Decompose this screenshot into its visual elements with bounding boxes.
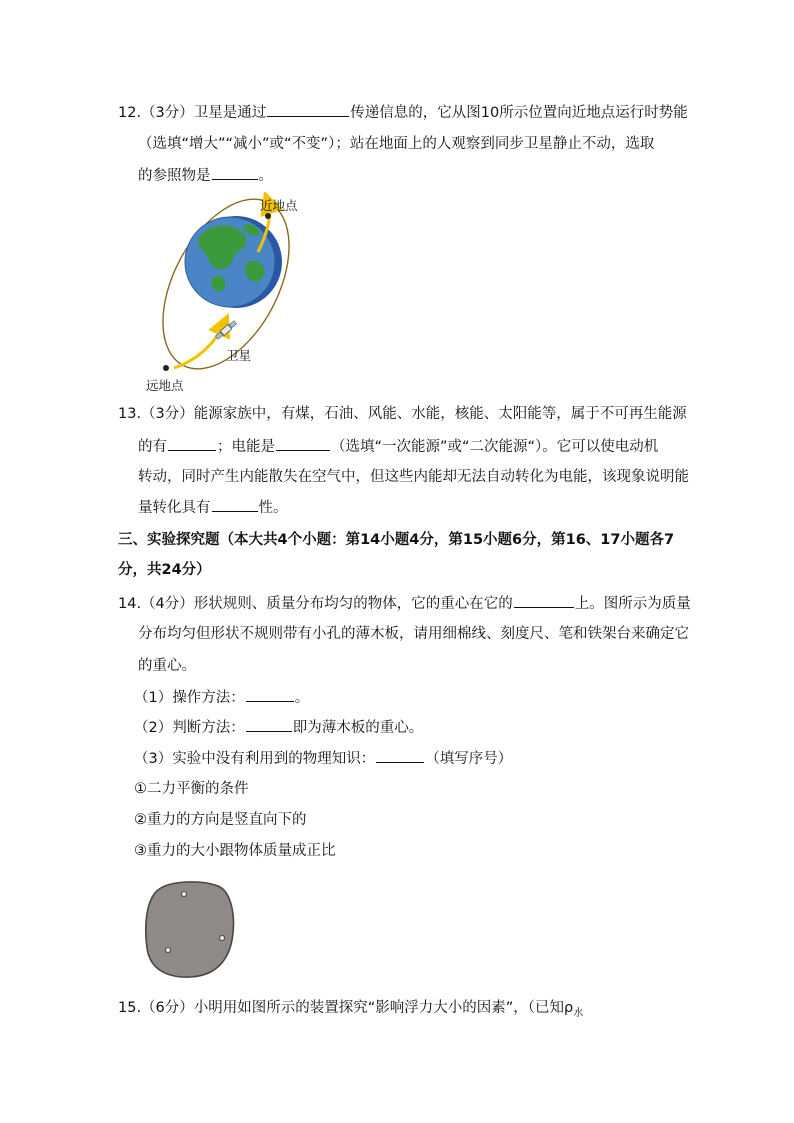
board-figure xyxy=(140,878,240,980)
q12-text-1b: 传递信息的，它从图10所示位置向近地点运行时势能 xyxy=(350,105,688,121)
q14-sub-3-text: （3）实验中没有利用到的物理知识： xyxy=(134,751,376,767)
q14-sub-1-text: （1）操作方法： xyxy=(134,690,245,706)
q14-text-1b: 上。图所示为质量 xyxy=(574,596,691,612)
q14-sub-3-end: （填写序号） xyxy=(425,751,513,767)
orbit-arrow-lower xyxy=(174,324,224,368)
q14-sub-2-end: 即为薄木板的重心。 xyxy=(292,720,424,736)
board-hole-2 xyxy=(165,947,170,952)
orbit-figure xyxy=(138,192,318,392)
q14-text-1a: 14.（4分）形状规则、质量分布均匀的物体，它的重心在它的 xyxy=(118,596,513,612)
q13-line-1: 13.（3分）能源家族中，有煤，石油、风能、水能，核能、太阳能等，属于不可再生能源 xyxy=(118,406,687,422)
q14-sub-1-end: 。 xyxy=(294,690,310,706)
q12-line-3 xyxy=(138,165,273,186)
q14-blank-1 xyxy=(514,593,574,608)
satellite-label: 卫星 xyxy=(226,348,252,363)
q12-text-3a: 的参照物是 xyxy=(138,168,211,184)
q13-text-4b: 性。 xyxy=(258,500,288,516)
q14-line-2: 分布均匀但形状不规则带有小孔的薄木板，请用细棉线、刻度尺、笔和铁架台来确定它 xyxy=(138,626,689,642)
far-point-label: 远地点 xyxy=(146,378,184,393)
near-point-label: 近地点 xyxy=(260,198,298,213)
q12-line-2: （选填“增大”“减小”或“不变”）；站在地面上的人观察到同步卫星静止不动，选取 xyxy=(138,136,655,152)
q13-blank-2b xyxy=(276,436,330,451)
q13-text-2c: （选填“一次能源”或“二次能源“）。它可以使电动机 xyxy=(331,439,659,455)
q15-text-1: 15.（6分）小明用如图所示的装置探究“影响浮力大小的因素”，（已知ρ xyxy=(118,1000,574,1016)
q12-text-1a: 12.（3分）卫星是通过 xyxy=(118,105,267,121)
q13-blank-2a xyxy=(168,436,216,451)
section-3-heading-line-1: 三、实验探究题（本大共4个小题：第14小题4分，第15小题6分，第16、17小题各7 xyxy=(118,532,675,548)
wooden-board xyxy=(146,882,234,977)
q12-line-1 xyxy=(118,102,688,123)
board-hole-1 xyxy=(181,891,186,896)
q14-sub-1-blank xyxy=(246,687,294,702)
q14-sub-2-blank xyxy=(246,717,292,732)
q14-sub-3 xyxy=(134,748,512,769)
q14-sub-2-text: （2）判断方法： xyxy=(134,720,245,736)
q12-text-3b: 。 xyxy=(258,168,273,184)
satellite-icon xyxy=(215,320,237,340)
board-diagram xyxy=(140,878,240,980)
q14-sub-3-blank xyxy=(376,748,424,763)
q15-subscript: 水 xyxy=(573,1008,584,1019)
q15-line-1 xyxy=(118,998,583,1020)
q13-text-2a: 的有 xyxy=(138,439,167,455)
q13-blank-4 xyxy=(212,497,258,512)
q13-line-2 xyxy=(138,436,658,457)
board-hole-3 xyxy=(219,935,224,940)
q14-option-2: ②重力的方向是竖直向下的 xyxy=(134,812,307,828)
q14-option-3: ③重力的大小跟物体质量成正比 xyxy=(134,843,336,859)
q14-sub-2 xyxy=(134,717,423,738)
q14-line-1 xyxy=(118,593,691,614)
q14-line-3: 的重心。 xyxy=(138,658,196,674)
q14-option-1: ①二力平衡的条件 xyxy=(134,781,249,797)
q13-line-3: 转动，同时产生内能散失在空气中，但这些内能却无法自动转化为电能，该现象说明能 xyxy=(138,469,689,485)
far-point-dot xyxy=(163,365,169,371)
q13-text-2b: ；电能是 xyxy=(217,439,275,455)
q12-blank-3 xyxy=(212,165,258,180)
q13-line-4 xyxy=(138,497,288,518)
section-3-heading-line-2: 分，共24分） xyxy=(118,562,211,578)
q12-blank-1 xyxy=(267,102,349,117)
q13-text-4a: 量转化具有 xyxy=(138,500,211,516)
q14-sub-1 xyxy=(134,687,309,708)
